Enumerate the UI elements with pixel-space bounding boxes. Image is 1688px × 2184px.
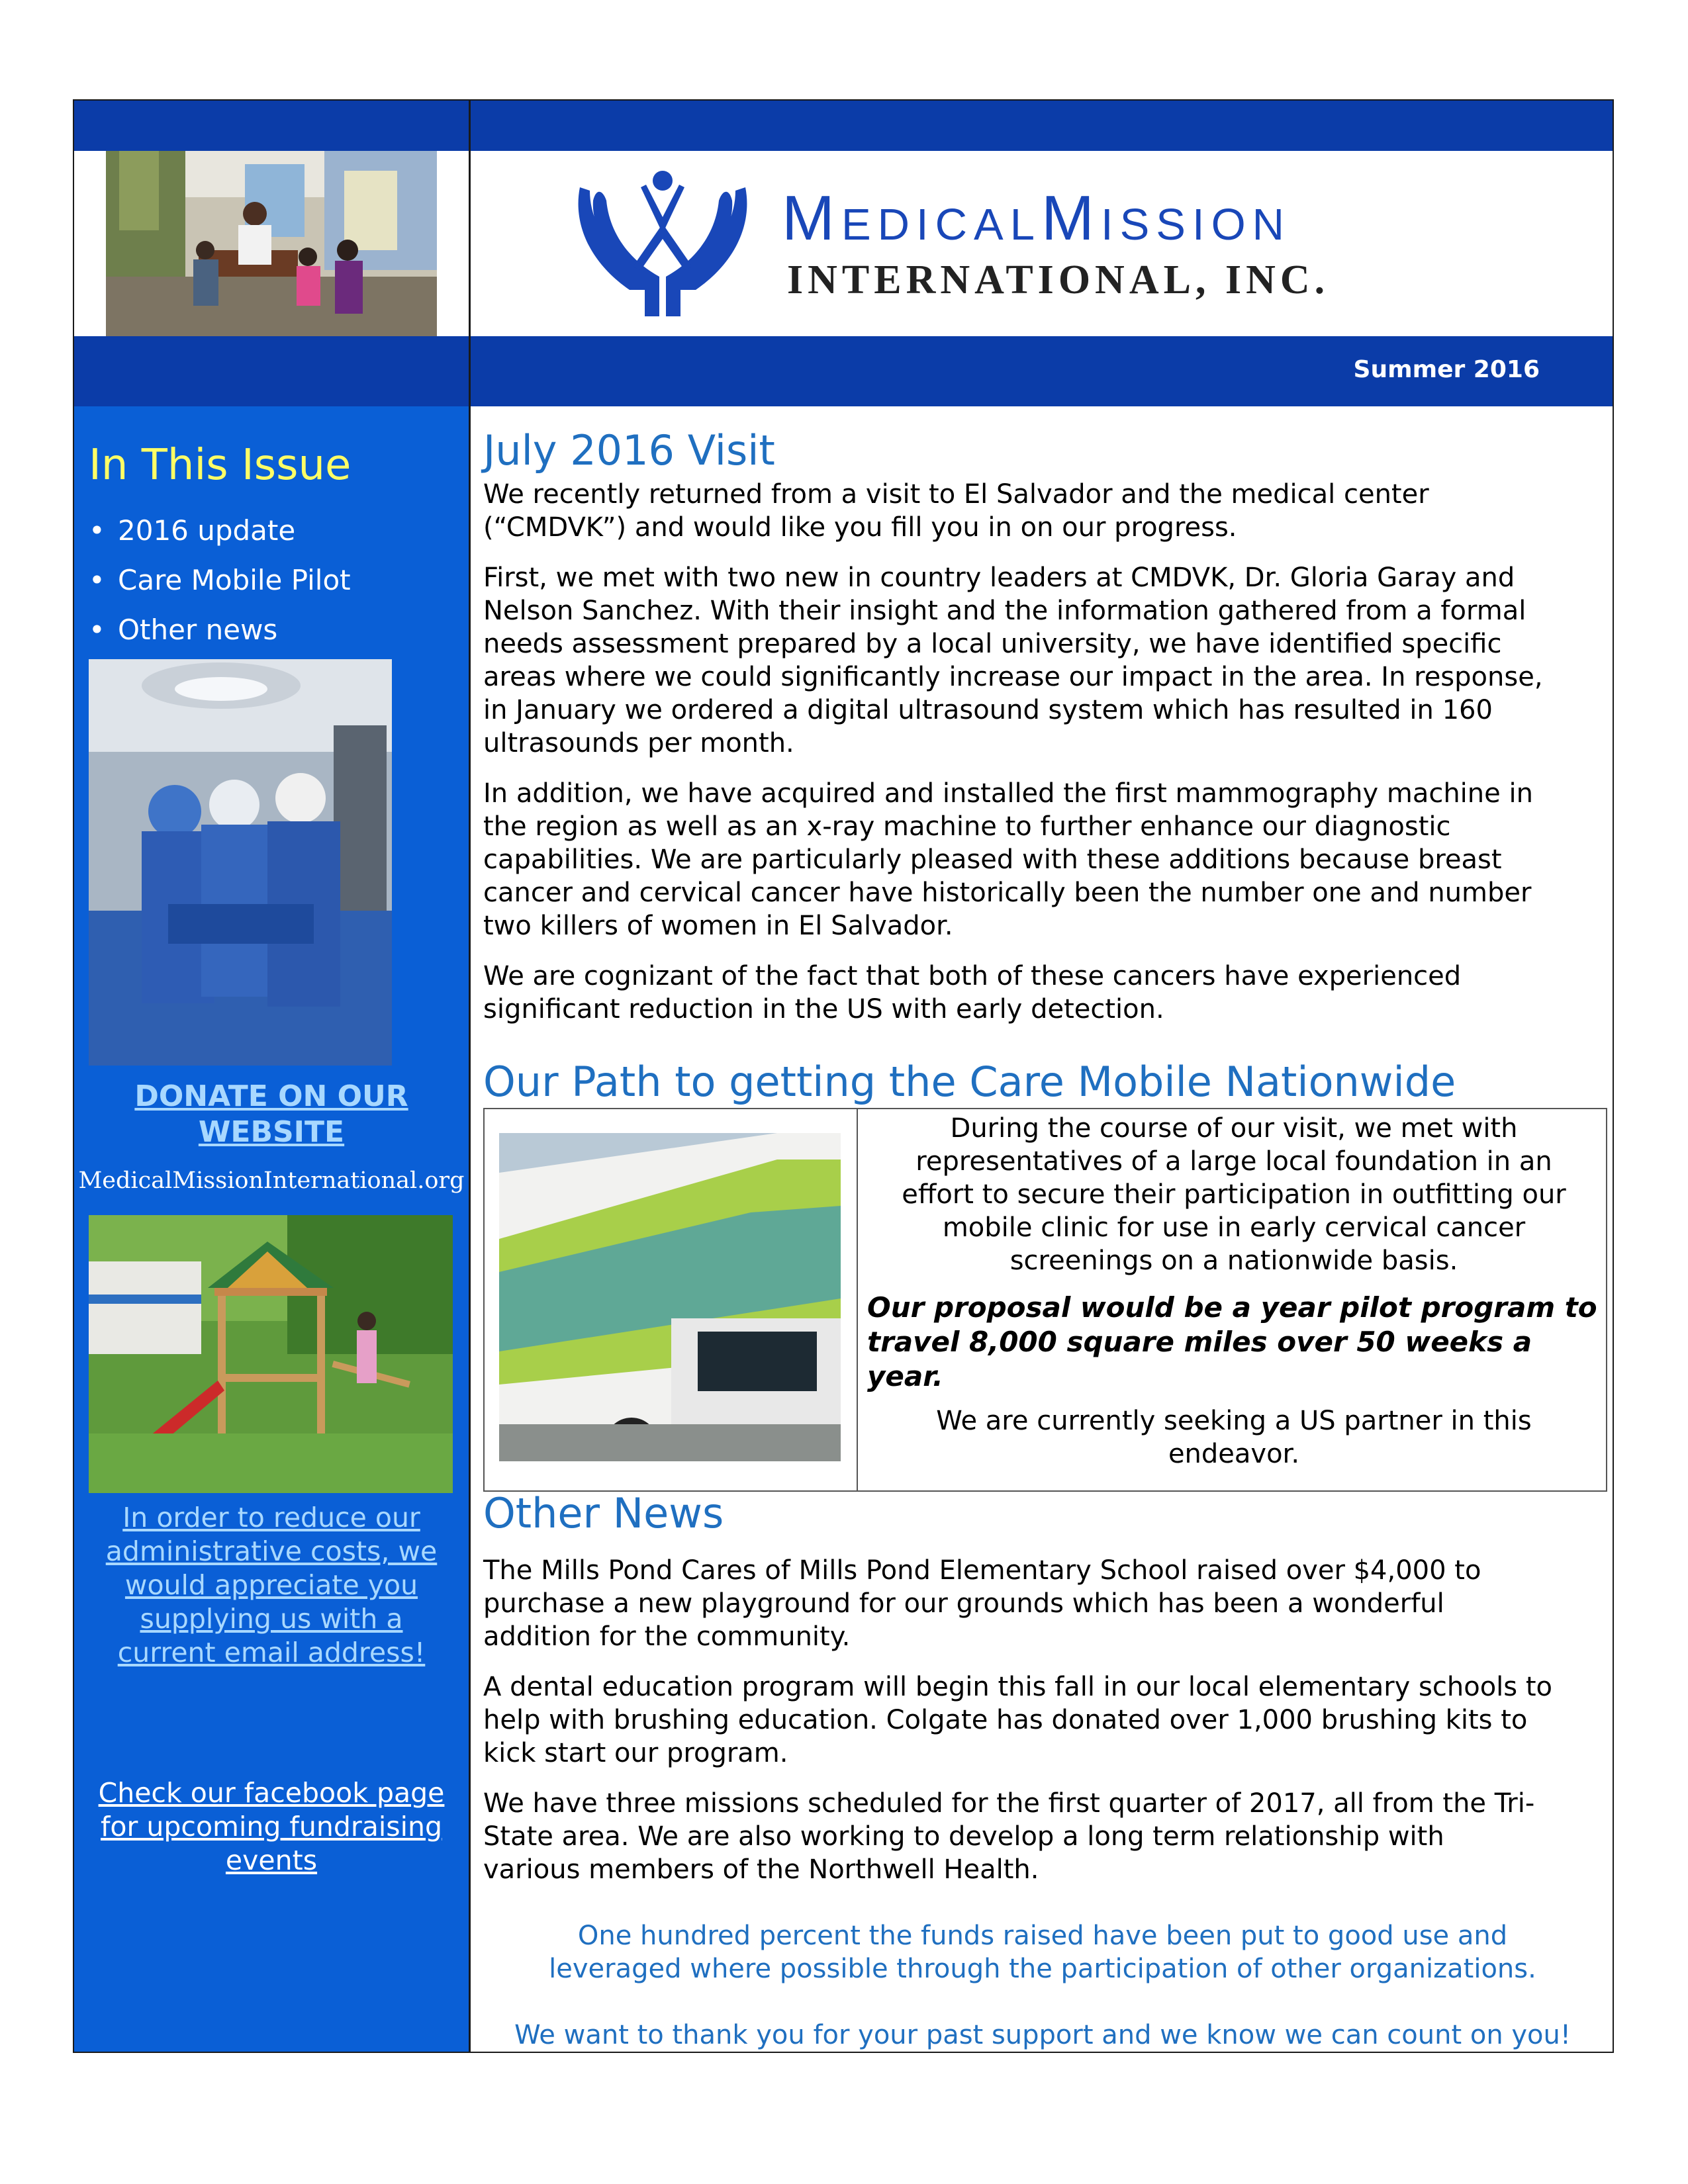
donate-line2[interactable]: WEBSITE [198, 1115, 345, 1149]
text-line: We have three missions scheduled for the first quarter of 2017, all from the Tri- [483, 1788, 1535, 1819]
donate-link[interactable] [74, 1079, 469, 1150]
text-line: mobile clinic for use in early cervical cancer [942, 1212, 1526, 1243]
visit-paragraph-3 [483, 777, 1602, 942]
text-line: leveraged where possible through the participation of other organizations. [549, 1954, 1536, 1984]
clinic-photo [106, 151, 437, 336]
text-line: addition for the community. [483, 1621, 851, 1652]
text-line: the region as well as an x-ray machine to further enhance our diagnostic [483, 811, 1451, 842]
other-news-paragraph-3 [483, 1787, 1602, 1886]
text-line: travel 8,000 square miles over 50 weeks a [867, 1326, 1532, 1358]
sidebar-title: In This Issue [89, 441, 352, 490]
text-line: ultrasounds per month. [483, 728, 794, 758]
box-divider [857, 1109, 858, 1490]
care-mobile-box [483, 1108, 1607, 1492]
care-mobile-text [867, 1112, 1601, 1471]
other-news-paragraph-1 [483, 1554, 1602, 1653]
email-note-line[interactable]: administrative costs, we [105, 1535, 438, 1567]
issue-list [89, 506, 351, 655]
facebook-line[interactable]: for upcoming fundraising [101, 1811, 442, 1843]
facebook-link[interactable] [87, 1776, 455, 1878]
visit-paragraph-1 [483, 478, 1602, 544]
visit-paragraph-2 [483, 561, 1602, 760]
text-line: kick start our program. [483, 1738, 788, 1768]
text-line: Our proposal would be a year pilot program to [867, 1291, 1597, 1324]
donate-line1[interactable]: DONATE ON OUR [134, 1079, 408, 1113]
text-line: First, we met with two new in country leaders at CMDVK, Dr. Gloria Garay and [483, 563, 1515, 593]
text-line: cancer and cervical cancer have historically been the number one and number [483, 878, 1532, 908]
text-line: purchase a new playground for our grounds which has been a wonderful [483, 1588, 1444, 1619]
facebook-line[interactable]: events [225, 1844, 318, 1876]
surgery-photo [89, 659, 392, 1066]
text-line: One hundred percent the funds raised have been put to good use and [577, 1921, 1508, 1951]
website-url[interactable]: MedicalMissionInternational.org [78, 1167, 465, 1194]
text-line: screenings on a nationwide basis. [1009, 1246, 1458, 1276]
playground-photo [89, 1215, 453, 1493]
text-line: significant reduction in the US with early detection. [483, 994, 1164, 1024]
issue-item-label: Other news [118, 614, 278, 646]
issue-bar [74, 336, 1613, 406]
proposal-text [867, 1291, 1601, 1394]
list-item: • 2016 update [89, 514, 296, 547]
email-request-link[interactable] [87, 1501, 455, 1670]
email-note-line[interactable]: supplying us with a [140, 1603, 403, 1635]
text-line: needs assessment prepared by a local university, we have identified specific [483, 629, 1502, 659]
list-item: • Other news [89, 614, 278, 646]
email-note-line[interactable]: would appreciate you [124, 1569, 418, 1601]
text-line: We recently returned from a visit to El Salvador and the medical center [483, 479, 1429, 510]
text-line: Nelson Sanchez. With their insight and the information gathered from a formal [483, 596, 1526, 626]
text-line: State area. We are also working to develop a long term relationship with [483, 1821, 1444, 1852]
list-item: • Care Mobile Pilot [89, 564, 351, 596]
issue-item-label: Care Mobile Pilot [118, 564, 351, 596]
closing-paragraph-2: We want to thank you for your past support and we know we can count on you! [514, 2020, 1571, 2050]
care-mobile-heading: Our Path to getting the Care Mobile Nationwide [483, 1058, 1456, 1106]
text-line: We are currently seeking a US partner in this [936, 1406, 1532, 1436]
text-line: We are cognizant of the fact that both of these cancers have experienced [483, 961, 1462, 991]
issue-item-label: 2016 update [118, 514, 296, 547]
text-line: various members of the Northwell Health. [483, 1854, 1039, 1885]
text-line: capabilities. We are particularly pleased with these additions because breast [483, 844, 1502, 875]
other-news-heading: Other News [483, 1489, 724, 1537]
closing-paragraph-1 [483, 1919, 1602, 1985]
column-divider [469, 101, 471, 2052]
text-line: help with brushing education. Colgate has donated over 1,000 brushing kits to [483, 1705, 1528, 1735]
sidebar [74, 406, 469, 2052]
logo-area [471, 151, 1613, 336]
hands-logo-icon [567, 161, 759, 326]
org-name-line2: INTERNATIONAL, INC. [787, 257, 1330, 302]
care-mobile-paragraph-1 [867, 1112, 1601, 1277]
care-mobile-photo [499, 1133, 841, 1461]
text-line: representatives of a large local foundation in an [915, 1146, 1552, 1177]
text-line: The Mills Pond Cares of Mills Pond Elementary School raised over $4,000 to [483, 1555, 1481, 1586]
org-name-line1: MedicalMission [782, 183, 1291, 253]
text-line: effort to secure their participation in outfitting our [902, 1179, 1566, 1210]
text-line: (“CMDVK”) and would like you fill you in on our progress. [483, 512, 1237, 543]
visit-paragraph-4 [483, 960, 1602, 1026]
facebook-line[interactable]: Check our facebook page [98, 1777, 445, 1809]
text-line: A dental education program will begin this fall in our local elementary schools to [483, 1672, 1552, 1702]
text-line: areas where we could significantly increase our impact in the area. In response, [483, 662, 1543, 692]
issue-date: Summer 2016 [1353, 356, 1540, 383]
partner-text [867, 1404, 1601, 1471]
text-line: endeavor. [1168, 1439, 1300, 1469]
other-news-paragraph-2 [483, 1670, 1602, 1770]
text-line: in January we ordered a digital ultrasound system which has resulted in 160 [483, 695, 1493, 725]
text-line: During the course of our visit, we met with [950, 1113, 1518, 1144]
email-note-line[interactable]: In order to reduce our [122, 1502, 420, 1533]
text-line: two killers of women in El Salvador. [483, 911, 953, 941]
header-bar [74, 101, 1613, 151]
text-line: In addition, we have acquired and installed the first mammography machine in [483, 778, 1533, 809]
email-note-line[interactable]: current email address! [117, 1637, 426, 1668]
visit-heading: July 2016 Visit [483, 426, 775, 475]
text-line: year. [867, 1360, 943, 1392]
